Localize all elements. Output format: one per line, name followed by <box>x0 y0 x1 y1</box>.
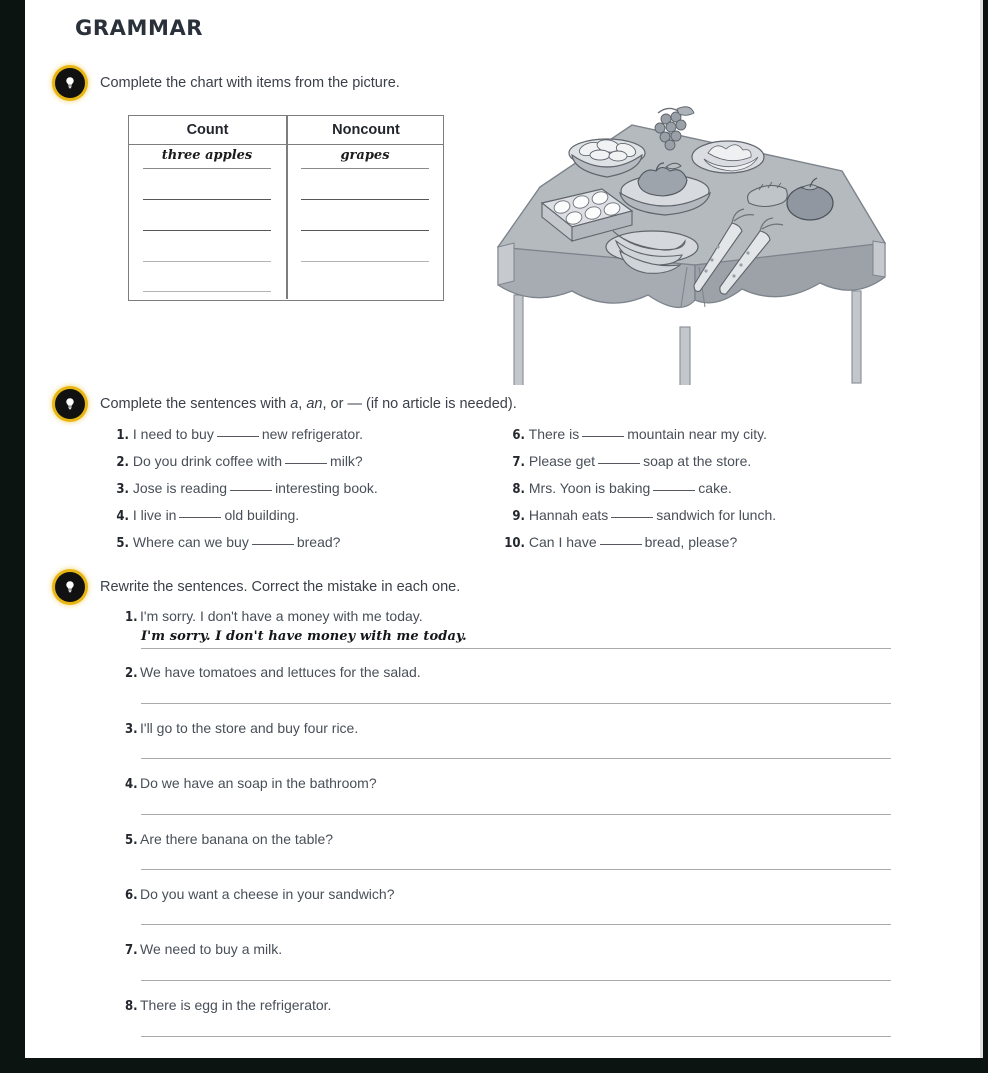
exercise-2-instruction <box>100 396 517 412</box>
item-sentence: I'll go to the store and buy four rice. <box>140 720 359 736</box>
item-number: 7. <box>125 943 138 958</box>
item-text-before: Where can we buy <box>132 534 249 550</box>
item-sentence: There is egg in the refrigerator. <box>140 997 332 1013</box>
exercise-2-item-2 <box>113 452 363 470</box>
item-sentence: Are there banana on the table? <box>140 831 334 847</box>
exercise-3-answer-line-1[interactable] <box>141 648 891 649</box>
exercise-3-item-4 <box>125 775 377 792</box>
item-sentence: We have tomatoes and lettuces for the salad. <box>140 664 421 680</box>
noncount-write-line-2[interactable] <box>301 199 429 200</box>
column-header-count: Count <box>186 122 229 138</box>
item-number: 6. <box>512 428 525 443</box>
answer-blank[interactable] <box>582 425 624 437</box>
item-number: 3. <box>125 722 138 737</box>
exercise-3-answer-1[interactable]: I'm sorry. I don't have money with me today. <box>141 629 467 644</box>
item-sentence: Do you want a cheese in your sandwich? <box>140 886 395 902</box>
item-text-after: soap at the store. <box>643 453 752 469</box>
exercise-2-item-5 <box>113 533 340 551</box>
instr-part-2: , <box>298 396 307 412</box>
item-text-after: sandwich for lunch. <box>656 507 777 523</box>
answer-blank[interactable] <box>600 533 642 545</box>
exercise-3-instruction: Rewrite the sentences. Correct the mistake in each one. <box>100 579 461 595</box>
page-right-rule <box>980 0 983 1058</box>
item-number: 5. <box>125 833 138 848</box>
exercise-2-item-7 <box>503 452 751 470</box>
exercise-3-answer-line-8[interactable] <box>141 1036 891 1037</box>
item-text-after: bread? <box>296 534 341 550</box>
instr-article-a: a <box>290 396 299 412</box>
item-text-before: Please get <box>528 453 596 469</box>
lightbulb-icon-exercise-2 <box>55 389 85 419</box>
exercise-3-answer-line-2[interactable] <box>141 703 891 704</box>
item-text-before: There is <box>528 426 580 442</box>
item-number: 8. <box>125 999 138 1014</box>
item-sentence: I'm sorry. I don't have a money with me today. <box>140 608 423 624</box>
exercise-3-item-2 <box>125 664 421 681</box>
item-text-before: I live in <box>132 507 177 523</box>
answer-blank[interactable] <box>598 452 640 464</box>
count-write-line-5[interactable] <box>143 291 271 292</box>
lightbulb-icon-exercise-1 <box>55 68 85 98</box>
item-text-before: Can I have <box>528 534 597 550</box>
page-title: GRAMMAR <box>75 16 204 40</box>
exercise-3-answer-line-7[interactable] <box>141 980 891 981</box>
count-entry-1[interactable]: three apples <box>161 148 253 163</box>
item-text-before: Do you drink coffee with <box>132 453 283 469</box>
worksheet-content <box>25 0 980 1058</box>
exercise-3-item-5 <box>125 831 333 848</box>
table-with-food-illustration <box>480 95 900 385</box>
count-write-line-3[interactable] <box>143 230 271 231</box>
item-text-before: Mrs. Yoon is baking <box>528 480 651 496</box>
exercise-3-answer-line-6[interactable] <box>141 924 891 925</box>
exercise-2-item-4 <box>113 506 299 524</box>
answer-blank[interactable] <box>252 533 294 545</box>
exercise-3-item-6 <box>125 886 394 903</box>
item-text-before: Jose is reading <box>132 480 228 496</box>
exercise-3-answer-line-3[interactable] <box>141 758 891 759</box>
exercise-1-instruction: Complete the chart with items from the picture. <box>100 75 400 91</box>
count-noncount-table <box>128 115 444 301</box>
exercise-3-item-8 <box>125 997 331 1014</box>
item-number: 6. <box>125 888 138 903</box>
exercise-3-item-7 <box>125 941 282 958</box>
noncount-entry-1[interactable]: grapes <box>340 148 390 163</box>
column-header-noncount: Noncount <box>332 122 400 138</box>
item-number: 3. <box>116 482 129 497</box>
exercise-2-item-10 <box>503 533 737 551</box>
instr-article-an: an <box>306 396 323 412</box>
item-text-after: old building. <box>224 507 300 523</box>
item-text-after: bread, please? <box>644 534 738 550</box>
item-text-after: new refrigerator. <box>261 426 364 442</box>
exercise-3-answer-line-4[interactable] <box>141 814 891 815</box>
exercise-2-item-1 <box>113 425 363 443</box>
count-write-line-1[interactable] <box>143 168 271 169</box>
table-column-divider <box>286 116 288 299</box>
answer-blank[interactable] <box>179 506 221 518</box>
item-sentence: Do we have an soap in the bathroom? <box>140 775 377 791</box>
item-text-after: interesting book. <box>275 480 378 496</box>
exercise-3-answer-line-5[interactable] <box>141 869 891 870</box>
lightbulb-icon-exercise-3 <box>55 572 85 602</box>
count-write-line-2[interactable] <box>143 199 271 200</box>
noncount-write-line-1[interactable] <box>301 168 429 169</box>
item-text-before: Hannah eats <box>528 507 609 523</box>
item-number: 9. <box>512 509 525 524</box>
answer-blank[interactable] <box>611 506 653 518</box>
item-number: 2. <box>125 666 138 681</box>
answer-blank[interactable] <box>217 425 259 437</box>
instr-part-3: , or — (if no article is needed). <box>322 396 517 412</box>
noncount-write-line-3[interactable] <box>301 230 429 231</box>
item-text-before: I need to buy <box>132 426 214 442</box>
item-number: 7. <box>512 455 525 470</box>
item-sentence: We need to buy a milk. <box>140 941 283 957</box>
item-number: 4. <box>125 777 138 792</box>
item-text-after: milk? <box>330 453 363 469</box>
answer-blank[interactable] <box>230 479 272 491</box>
exercise-2-item-9 <box>503 506 776 524</box>
count-write-line-4[interactable] <box>143 261 271 262</box>
item-number: 2. <box>116 455 129 470</box>
item-number: 1. <box>125 610 138 625</box>
instr-part-1: Complete the sentences with <box>100 396 291 412</box>
item-text-after: mountain near my city. <box>627 426 768 442</box>
noncount-write-line-4[interactable] <box>301 261 429 262</box>
exercise-2-item-6 <box>503 425 767 443</box>
exercise-3-item-3 <box>125 720 358 737</box>
answer-blank[interactable] <box>653 479 695 491</box>
item-number: 10. <box>504 536 525 551</box>
item-number: 1. <box>116 428 129 443</box>
item-number: 4. <box>116 509 129 524</box>
item-number: 5. <box>116 536 129 551</box>
exercise-3-item-1 <box>125 608 423 625</box>
exercise-2-item-8 <box>503 479 732 497</box>
exercise-2-item-3 <box>113 479 378 497</box>
answer-blank[interactable] <box>285 452 327 464</box>
item-text-after: cake. <box>698 480 732 496</box>
item-number: 8. <box>512 482 525 497</box>
